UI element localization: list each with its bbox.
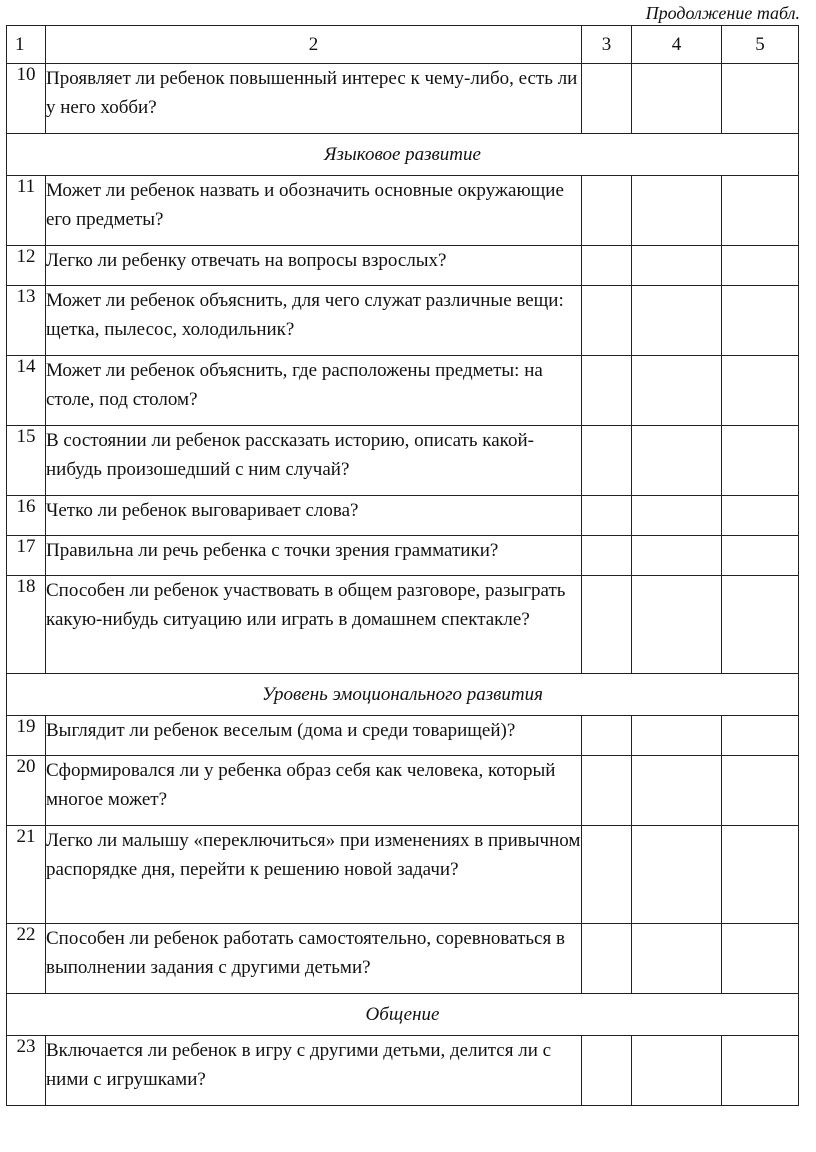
answer-cell-col-4 (632, 246, 722, 286)
question-row (7, 426, 799, 496)
question-text: Проявляет ли ребенок повышенный интерес к чему-либо, есть ли у него хобби? (46, 64, 582, 134)
answer-cell-col-3 (582, 426, 632, 496)
question-row (7, 1036, 799, 1106)
question-text: Включается ли ребенок в игру с другими детьми, делится ли с ними с игрушками? (46, 1036, 582, 1106)
question-text: Способен ли ребенок участвовать в общем разговоре, разыграть какую-нибудь ситуацию или играть в домашнем спектакле? (46, 576, 582, 674)
answer-cell-col-4 (632, 176, 722, 246)
answer-cell-col-4 (632, 426, 722, 496)
question-row (7, 536, 799, 576)
answer-cell-col-3 (582, 576, 632, 674)
answer-cell-col-3 (582, 924, 632, 994)
question-number: 19 (7, 716, 46, 756)
section-row (7, 994, 799, 1036)
answer-cell-col-3 (582, 64, 632, 134)
question-text: Четко ли ребенок выговаривает слова? (46, 496, 582, 536)
question-row (7, 924, 799, 994)
answer-cell-col-4 (632, 356, 722, 426)
question-number: 15 (7, 426, 46, 496)
question-text: Выглядит ли ребенок веселым (дома и среди товарищей)? (46, 716, 582, 756)
question-row (7, 716, 799, 756)
answer-cell-col-5 (722, 536, 799, 576)
answer-cell-col-3 (582, 176, 632, 246)
answer-cell-col-5 (722, 1036, 799, 1106)
answer-cell-col-4 (632, 924, 722, 994)
question-row (7, 496, 799, 536)
question-number: 20 (7, 756, 46, 826)
question-text: Может ли ребенок объяснить, где расположены предметы: на столе, под столом? (46, 356, 582, 426)
column-header-3: 3 (582, 26, 632, 64)
answer-cell-col-5 (722, 924, 799, 994)
question-text: Способен ли ребенок работать самостоятельно, соревноваться в выполнении задания с другими детьми? (46, 924, 582, 994)
answer-cell-col-4 (632, 716, 722, 756)
question-number: 16 (7, 496, 46, 536)
question-row (7, 826, 799, 924)
question-number: 17 (7, 536, 46, 576)
answer-cell-col-3 (582, 536, 632, 576)
question-number: 22 (7, 924, 46, 994)
answer-cell-col-3 (582, 496, 632, 536)
answer-cell-col-5 (722, 826, 799, 924)
question-row (7, 246, 799, 286)
question-number: 23 (7, 1036, 46, 1106)
continuation-label: Продолжение табл. (645, 3, 800, 23)
question-text: Легко ли малышу «переключиться» при изменениях в привычном распорядке дня, перейти к решению новой задачи? (46, 826, 582, 924)
question-number: 13 (7, 286, 46, 356)
column-header-2: 2 (46, 26, 582, 64)
question-text: В состоянии ли ребенок рассказать историю, описать какой-нибудь произошедший с ним случай? (46, 426, 582, 496)
question-row (7, 756, 799, 826)
question-row (7, 176, 799, 246)
column-header-1: 1 (7, 26, 46, 64)
question-text: Может ли ребенок объяснить, для чего служат различные вещи: щетка, пылесос, холодильник? (46, 286, 582, 356)
answer-cell-col-5 (722, 716, 799, 756)
question-number: 12 (7, 246, 46, 286)
answer-cell-col-3 (582, 246, 632, 286)
answer-cell-col-5 (722, 756, 799, 826)
answer-cell-col-3 (582, 286, 632, 356)
answer-cell-col-5 (722, 576, 799, 674)
answer-cell-col-4 (632, 756, 722, 826)
section-row (7, 674, 799, 716)
question-row (7, 576, 799, 674)
question-text: Сформировался ли у ребенка образ себя как человека, который многое может? (46, 756, 582, 826)
answer-cell-col-5 (722, 286, 799, 356)
answer-cell-col-4 (632, 536, 722, 576)
question-text: Легко ли ребенку отвечать на вопросы взрослых? (46, 246, 582, 286)
answer-cell-col-4 (632, 286, 722, 356)
question-number: 14 (7, 356, 46, 426)
question-number: 10 (7, 64, 46, 134)
question-row (7, 286, 799, 356)
section-title: Уровень эмоционального развития (7, 674, 799, 716)
column-header-5: 5 (722, 26, 799, 64)
question-text: Правильна ли речь ребенка с точки зрения грамматики? (46, 536, 582, 576)
answer-cell-col-5 (722, 64, 799, 134)
column-header-4: 4 (632, 26, 722, 64)
answer-cell-col-3 (582, 826, 632, 924)
answer-cell-col-5 (722, 426, 799, 496)
question-row (7, 64, 799, 134)
answer-cell-col-4 (632, 64, 722, 134)
answer-cell-col-3 (582, 756, 632, 826)
answer-cell-col-4 (632, 826, 722, 924)
question-number: 11 (7, 176, 46, 246)
questionnaire-table (6, 25, 799, 1106)
answer-cell-col-4 (632, 496, 722, 536)
header-row (7, 26, 799, 64)
question-number: 21 (7, 826, 46, 924)
section-title: Языковое развитие (7, 134, 799, 176)
section-row (7, 134, 799, 176)
answer-cell-col-3 (582, 716, 632, 756)
answer-cell-col-5 (722, 176, 799, 246)
answer-cell-col-4 (632, 576, 722, 674)
question-number: 18 (7, 576, 46, 674)
question-row (7, 356, 799, 426)
answer-cell-col-5 (722, 356, 799, 426)
answer-cell-col-3 (582, 356, 632, 426)
answer-cell-col-3 (582, 1036, 632, 1106)
section-title: Общение (7, 994, 799, 1036)
answer-cell-col-4 (632, 1036, 722, 1106)
question-text: Может ли ребенок назвать и обозначить основные окружающие его предметы? (46, 176, 582, 246)
answer-cell-col-5 (722, 246, 799, 286)
answer-cell-col-5 (722, 496, 799, 536)
